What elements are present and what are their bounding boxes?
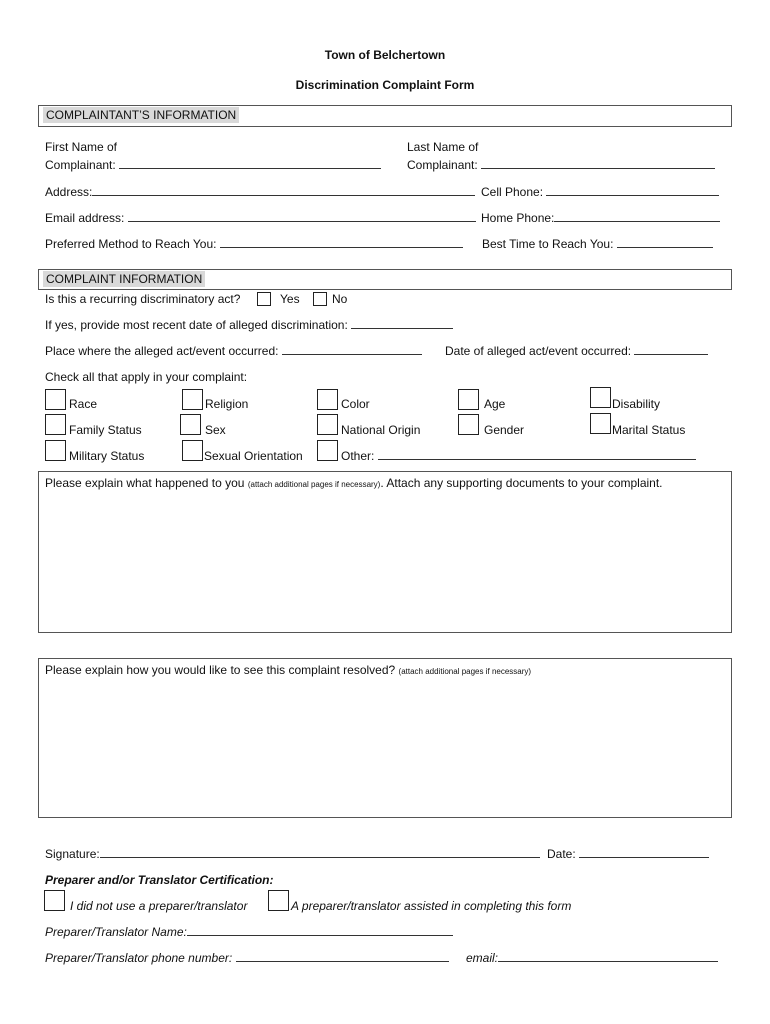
- check-all-label: Check all that apply in your complaint:: [45, 370, 248, 384]
- race-label: Race: [69, 397, 98, 411]
- recent-date-line[interactable]: [351, 318, 453, 329]
- national-origin-checkbox[interactable]: [317, 414, 338, 435]
- date-of-act-field[interactable]: [445, 344, 708, 358]
- preparer-name-label: Preparer/Translator Name:: [45, 925, 187, 939]
- signature-label: Signature:: [45, 847, 100, 861]
- preferred-method-line[interactable]: [220, 237, 463, 248]
- preparer-heading: Preparer and/or Translator Certification:: [45, 873, 274, 887]
- marital-status-checkbox[interactable]: [590, 413, 611, 434]
- email-field[interactable]: [45, 211, 476, 225]
- recent-date-field[interactable]: [45, 318, 453, 332]
- preparer-email-field[interactable]: [466, 951, 718, 965]
- signature-field[interactable]: [45, 847, 540, 861]
- national-origin-label: National Origin: [341, 423, 421, 437]
- age-checkbox[interactable]: [458, 389, 479, 410]
- military-status-checkbox[interactable]: [45, 440, 66, 461]
- email-line[interactable]: [128, 211, 476, 222]
- preferred-method-label: Preferred Method to Reach You:: [45, 237, 217, 251]
- recurring-no-checkbox[interactable]: [313, 292, 327, 306]
- preparer-assisted-checkbox[interactable]: [268, 890, 289, 911]
- color-checkbox[interactable]: [317, 389, 338, 410]
- place-field[interactable]: [45, 344, 422, 358]
- preparer-phone-line[interactable]: [236, 951, 449, 962]
- what-happened-label-tail: . Attach any supporting documents to your complaint.: [380, 476, 663, 490]
- family-status-checkbox[interactable]: [45, 414, 66, 435]
- cell-phone-field[interactable]: [481, 185, 719, 199]
- preparer-email-line[interactable]: [498, 951, 718, 962]
- recent-date-label: If yes, provide most recent date of alleged discrimination:: [45, 318, 348, 332]
- form-title: Discrimination Complaint Form: [295, 78, 475, 92]
- no-preparer-checkbox[interactable]: [44, 890, 65, 911]
- religion-label: Religion: [205, 397, 249, 411]
- best-time-field[interactable]: [482, 237, 713, 251]
- family-status-label: Family Status: [69, 423, 142, 437]
- what-happened-label-main: Please explain what happened to you: [45, 476, 245, 490]
- best-time-line[interactable]: [617, 237, 713, 248]
- complainant-section-title: COMPLAINTANT’S INFORMATION: [43, 107, 239, 123]
- signature-line[interactable]: [100, 847, 540, 858]
- signature-date-line[interactable]: [579, 847, 709, 858]
- no-preparer-label: I did not use a preparer/translator: [70, 899, 248, 913]
- recurring-question: Is this a recurring discriminatory act?: [45, 292, 241, 306]
- what-happened-textarea[interactable]: [38, 471, 732, 633]
- preparer-name-field[interactable]: [45, 925, 453, 939]
- first-name-label-2: Complainant:: [45, 158, 116, 172]
- gender-label: Gender: [484, 423, 525, 437]
- email-label: Email address:: [45, 211, 125, 225]
- preparer-phone-label: Preparer/Translator phone number:: [45, 951, 233, 965]
- town-name: Town of Belchertown: [324, 48, 446, 62]
- signature-date-label: Date:: [547, 847, 576, 861]
- gender-checkbox[interactable]: [458, 414, 479, 435]
- marital-status-label: Marital Status: [612, 423, 686, 437]
- sexual-orientation-checkbox[interactable]: [182, 440, 203, 461]
- first-name-label-1: First Name of: [45, 140, 118, 154]
- other-line[interactable]: [378, 449, 696, 460]
- resolution-textarea[interactable]: [38, 658, 732, 818]
- preparer-phone-field[interactable]: [45, 951, 449, 965]
- religion-checkbox[interactable]: [182, 389, 203, 410]
- complaint-section-title: COMPLAINT INFORMATION: [43, 271, 205, 287]
- last-name-label-2: Complainant:: [407, 158, 478, 172]
- complaint-section-header: [38, 269, 732, 290]
- sex-checkbox[interactable]: [180, 414, 201, 435]
- resolution-label-main: Please explain how you would like to see this complaint resolved?: [45, 663, 396, 677]
- disability-checkbox[interactable]: [590, 387, 611, 408]
- disability-label: Disability: [612, 397, 661, 411]
- sexual-orientation-label: Sexual Orientation: [204, 449, 303, 463]
- what-happened-label-small: (attach additional pages if necessary): [247, 480, 381, 489]
- date-of-act-label: Date of alleged act/event occurred:: [445, 344, 632, 358]
- first-name-field[interactable]: [45, 158, 381, 172]
- date-of-act-line[interactable]: [634, 344, 708, 355]
- color-label: Color: [341, 397, 370, 411]
- address-line[interactable]: [92, 185, 475, 196]
- cell-phone-label: Cell Phone:: [481, 185, 544, 199]
- home-phone-label: Home Phone:: [481, 211, 555, 225]
- place-line[interactable]: [282, 344, 422, 355]
- preparer-email-label: email:: [466, 951, 499, 965]
- cell-phone-line[interactable]: [546, 185, 719, 196]
- last-name-label-1: Last Name of: [407, 140, 479, 154]
- home-phone-line[interactable]: [554, 211, 720, 222]
- address-field[interactable]: [45, 185, 475, 199]
- sex-label: Sex: [205, 423, 226, 437]
- complainant-section-header: [38, 105, 732, 127]
- best-time-label: Best Time to Reach You:: [482, 237, 614, 251]
- home-phone-field[interactable]: [481, 211, 720, 225]
- resolution-label: [45, 663, 531, 677]
- race-checkbox[interactable]: [45, 389, 66, 410]
- preferred-method-field[interactable]: [45, 237, 463, 251]
- other-field[interactable]: [341, 449, 696, 463]
- address-label: Address:: [45, 185, 93, 199]
- recurring-yes-checkbox[interactable]: [257, 292, 271, 306]
- recurring-no-label: No: [332, 292, 348, 306]
- what-happened-label: [45, 476, 663, 490]
- preparer-assisted-label: A preparer/translator assisted in completing this form: [291, 899, 572, 913]
- preparer-name-line[interactable]: [187, 925, 453, 936]
- other-checkbox[interactable]: [317, 440, 338, 461]
- resolution-label-small: (attach additional pages if necessary): [398, 667, 532, 676]
- other-label: Other:: [341, 449, 375, 463]
- place-label: Place where the alleged act/event occurred:: [45, 344, 279, 358]
- recurring-yes-label: Yes: [280, 292, 300, 306]
- signature-date-field[interactable]: [547, 847, 709, 861]
- age-label: Age: [484, 397, 506, 411]
- last-name-line[interactable]: [481, 158, 715, 169]
- first-name-line[interactable]: [119, 158, 381, 169]
- military-status-label: Military Status: [69, 449, 145, 463]
- last-name-field[interactable]: [407, 158, 715, 172]
